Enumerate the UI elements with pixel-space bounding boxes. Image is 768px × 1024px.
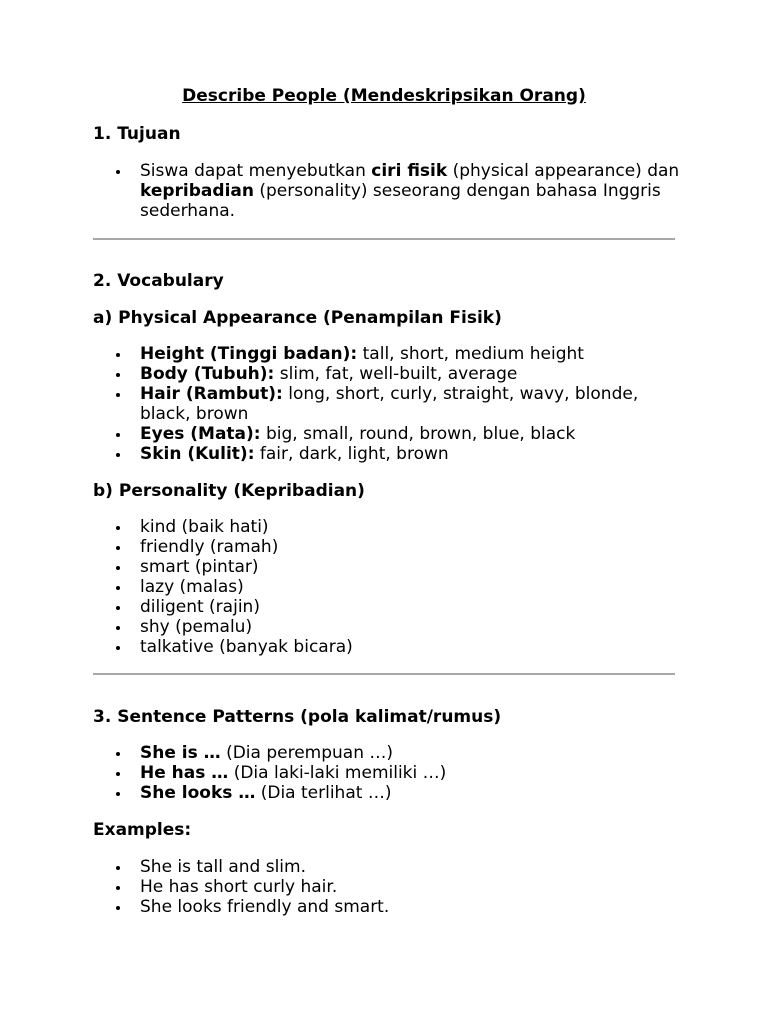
section-heading-tujuan: 1. Tujuan	[93, 124, 181, 144]
list-item: Siswa dapat menyebutkan ciri fisik (physical appearance) dan kepribadian (personality) seseorang dengan bahasa Inggris sederhana.	[93, 161, 683, 221]
list-item: He has … (Dia laki-laki memiliki …)	[93, 763, 683, 783]
section-heading-vocabulary: 2. Vocabulary	[93, 271, 224, 291]
list-item: shy (pemalu)	[93, 617, 683, 637]
list-item: diligent (rajin)	[93, 597, 683, 617]
personality-list	[93, 517, 683, 657]
bold-term: ciri fisik	[371, 161, 448, 181]
list-item: Body (Tubuh): slim, fat, well-built, average	[93, 364, 683, 384]
list-item: Eyes (Mata): big, small, round, brown, blue, black	[93, 424, 683, 444]
section-heading-sentence-patterns: 3. Sentence Patterns (pola kalimat/rumus)	[93, 707, 502, 727]
tujuan-list	[93, 161, 683, 221]
list-item: Skin (Kulit): fair, dark, light, brown	[93, 444, 683, 464]
subheading-personality: b) Personality (Kepribadian)	[93, 481, 365, 501]
bold-term: kepribadian	[140, 181, 254, 201]
list-item: kind (baik hati)	[93, 517, 683, 537]
document-title: Describe People (Mendeskripsikan Orang)	[182, 86, 586, 106]
list-item: She is tall and slim.	[93, 857, 683, 877]
subheading-physical-appearance: a) Physical Appearance (Penampilan Fisik)	[93, 308, 502, 328]
list-item: Height (Tinggi badan): tall, short, medium height	[93, 344, 683, 364]
list-item: She looks … (Dia terlihat …)	[93, 783, 683, 803]
list-item: smart (pintar)	[93, 557, 683, 577]
sentence-patterns-list	[93, 743, 683, 803]
examples-list	[93, 857, 683, 917]
physical-appearance-list	[93, 344, 683, 464]
list-item: She looks friendly and smart.	[93, 897, 683, 917]
list-item: He has short curly hair.	[93, 877, 683, 897]
divider	[93, 238, 675, 240]
list-item: She is … (Dia perempuan …)	[93, 743, 683, 763]
list-item: friendly (ramah)	[93, 537, 683, 557]
subheading-examples: Examples:	[93, 820, 192, 840]
list-item: lazy (malas)	[93, 577, 683, 597]
divider	[93, 673, 675, 675]
list-item: talkative (banyak bicara)	[93, 637, 683, 657]
list-item: Hair (Rambut): long, short, curly, straight, wavy, blonde, black, brown	[93, 384, 683, 424]
